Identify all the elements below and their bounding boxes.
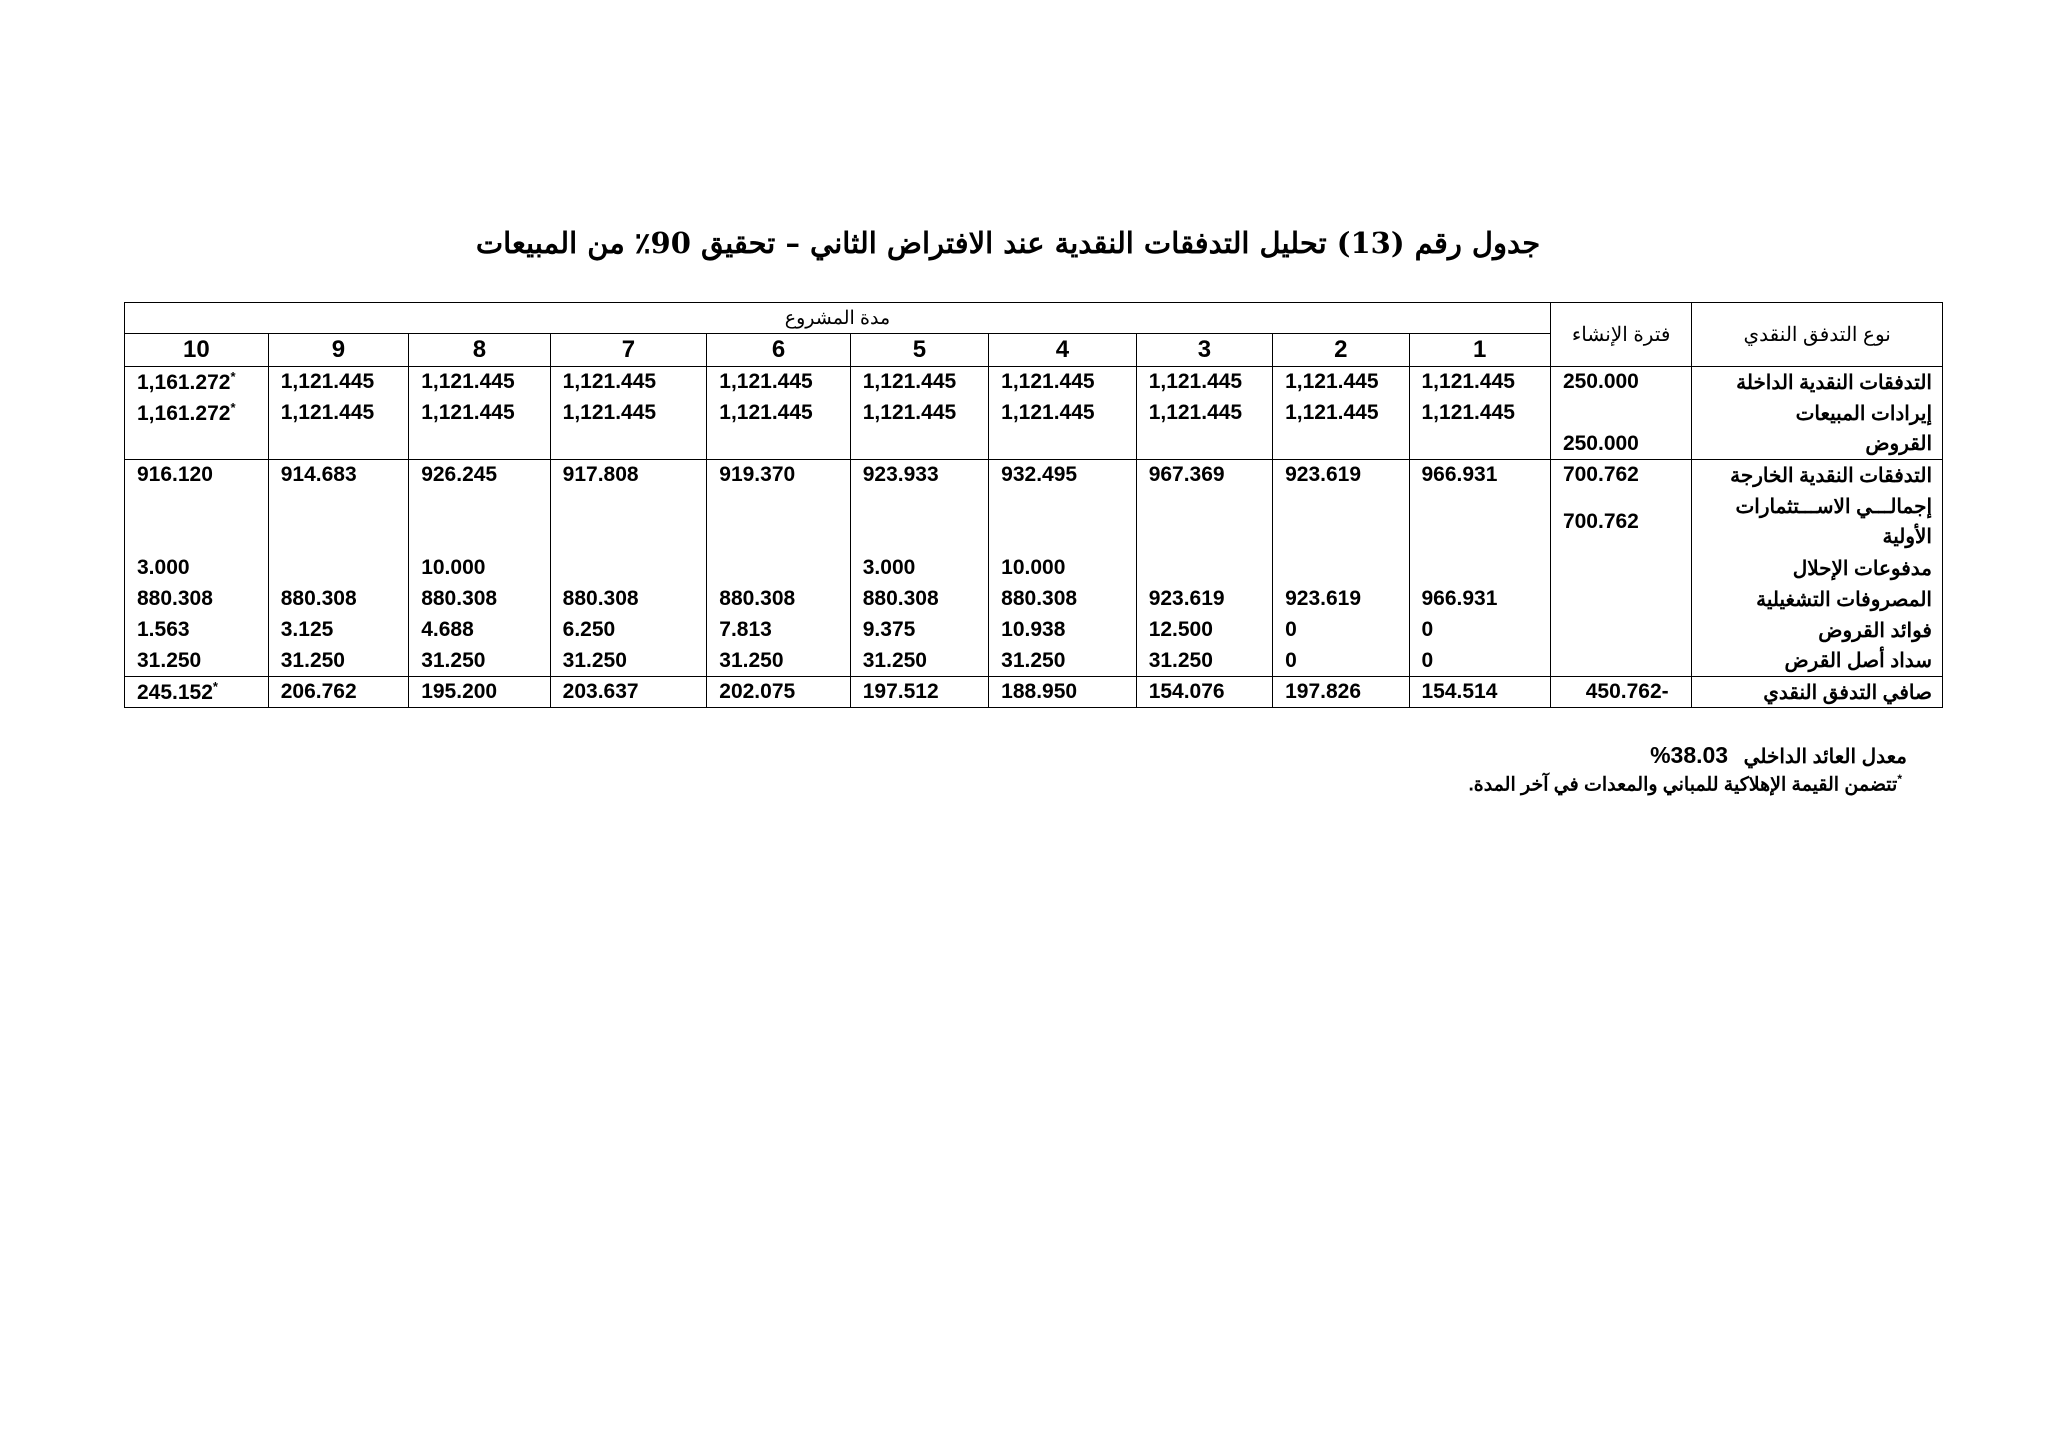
value-cell: 7.813	[707, 615, 850, 646]
header-year: 5	[850, 334, 988, 367]
construction-cell: 450.762-	[1550, 677, 1691, 708]
cash-flow-table	[124, 302, 1943, 708]
value-cell	[550, 491, 707, 553]
header-year: 2	[1273, 334, 1409, 367]
value-cell: 880.308	[409, 584, 550, 615]
table-row	[125, 677, 1943, 708]
value-cell: 10.938	[989, 615, 1137, 646]
value-cell	[1409, 491, 1550, 553]
value-cell: 10.000	[409, 553, 550, 584]
value-cell: 3.000	[137, 556, 190, 579]
irr-label: معدل العائد الداخلي	[1743, 746, 1907, 768]
value-cell: 880.308	[268, 584, 408, 615]
value-cell: 1,121.445	[409, 398, 550, 429]
value-text: 1,161.272	[137, 371, 231, 395]
row-label: إجمالـــي الاســـتثمارات الأولية	[1692, 491, 1943, 553]
irr-line	[1460, 742, 1907, 769]
value-cell: 206.762	[268, 677, 408, 708]
construction-cell	[1550, 553, 1691, 584]
header-year: 10	[125, 334, 269, 367]
value-cell: 880.308	[707, 584, 850, 615]
value-cell	[1136, 491, 1272, 553]
footnote-marker: *	[230, 400, 236, 415]
header-year: 3	[1136, 334, 1272, 367]
irr-value: 38.03%	[1650, 742, 1729, 768]
value-cell	[268, 553, 408, 584]
value-cell: 966.931	[1409, 584, 1550, 615]
table-title-text: جدول رقم (13) تحليل التدفقات النقدية عند الافتراض الثاني – تحقيق 90٪ من المبيعات	[475, 226, 1541, 260]
value-cell: 1,121.445	[989, 367, 1137, 398]
construction-cell: 700.762	[1550, 491, 1691, 553]
header-year: 7	[550, 334, 707, 367]
value-cell: 923.933	[850, 460, 988, 491]
value-cell: 1,121.445	[1273, 367, 1409, 398]
row-label: صافي التدفق النقدي	[1692, 677, 1943, 708]
value-cell: 188.950	[989, 677, 1137, 708]
value-cell: 0	[1273, 615, 1409, 646]
value-cell	[268, 491, 408, 553]
value-cell: 4.688	[409, 615, 550, 646]
footnote-marker: *	[230, 369, 236, 385]
value-cell: 932.495	[989, 460, 1137, 491]
footnote-marker: *	[212, 679, 218, 694]
value-cell: 12.500	[1136, 615, 1272, 646]
value-cell: 3.000	[850, 553, 988, 584]
row-label: إيرادات المبيعات	[1692, 398, 1943, 429]
table-row	[125, 491, 1943, 553]
footnote-text: تتضمن القيمة الإهلاكية للمباني والمعدات في آخر المدة.	[1468, 774, 1898, 796]
value-cell: 926.245	[409, 460, 550, 491]
construction-cell: 250.000	[1550, 429, 1691, 460]
value-text: 245.152	[137, 681, 213, 704]
value-cell: 0	[1409, 646, 1550, 677]
table-row	[125, 646, 1943, 677]
row-label: فوائد القروض	[1692, 615, 1943, 646]
value-cell: 919.370	[707, 460, 850, 491]
value-cell-starred	[125, 367, 269, 398]
table-row	[125, 584, 1943, 615]
value-cell: 1,121.445	[1409, 398, 1550, 429]
header-year: 6	[707, 334, 850, 367]
value-cell	[989, 491, 1137, 553]
value-cell	[125, 429, 269, 460]
value-cell: 880.308	[989, 584, 1137, 615]
value-cell: 1,121.445	[550, 398, 707, 429]
value-cell	[409, 491, 550, 553]
value-cell: 197.512	[850, 677, 988, 708]
value-cell: 1,121.445	[707, 398, 850, 429]
value-cell	[707, 491, 850, 553]
value-cell	[1273, 553, 1409, 584]
construction-cell	[1550, 646, 1691, 677]
value-cell: 1,121.445	[409, 367, 550, 398]
value-cell: 9.375	[850, 615, 988, 646]
value-cell: 914.683	[268, 460, 408, 491]
value-cell: 10.000	[989, 553, 1137, 584]
table-title	[0, 226, 2048, 260]
value-cell: 1,121.445	[1273, 398, 1409, 429]
value-cell: 154.076	[1136, 677, 1272, 708]
row-label: مدفوعات الإحلال	[1692, 553, 1943, 584]
row-label: القروض	[1692, 429, 1943, 460]
value-cell: 923.619	[1136, 584, 1272, 615]
table-row	[125, 553, 1943, 584]
construction-cell	[1550, 615, 1691, 646]
value-cell: 31.250	[268, 646, 408, 677]
value-cell	[125, 491, 269, 553]
value-cell	[989, 429, 1137, 460]
value-cell: 923.619	[1273, 460, 1409, 491]
row-label: سداد أصل القرض	[1692, 646, 1943, 677]
header-cash-flow-type: نوع التدفق النقدي	[1692, 303, 1943, 367]
value-cell: 1,121.445	[1409, 367, 1550, 398]
table-row	[125, 398, 1943, 429]
value-cell: 880.308	[550, 584, 707, 615]
value-cell	[1273, 429, 1409, 460]
value-cell: 1,121.445	[268, 398, 408, 429]
value-cell: 31.250	[409, 646, 550, 677]
footnote-marker: *	[1897, 772, 1902, 786]
header-year: 4	[989, 334, 1137, 367]
value-cell-starred	[125, 677, 269, 708]
value-cell: 31.250	[137, 648, 202, 672]
table-row	[125, 615, 1943, 646]
row-label: المصروفات التشغيلية	[1692, 584, 1943, 615]
value-cell-starred	[125, 398, 269, 429]
value-cell: 31.250	[550, 646, 707, 677]
value-cell: 880.308	[850, 584, 988, 615]
value-cell: 31.250	[707, 646, 850, 677]
value-cell: 1,121.445	[989, 398, 1137, 429]
value-cell: 1,121.445	[707, 367, 850, 398]
construction-cell	[1550, 398, 1691, 429]
value-cell	[1273, 491, 1409, 553]
value-cell: 31.250	[1136, 646, 1272, 677]
header-year: 1	[1409, 334, 1550, 367]
value-cell	[707, 429, 850, 460]
value-cell: 967.369	[1136, 460, 1272, 491]
value-cell	[850, 491, 988, 553]
value-cell	[409, 429, 550, 460]
value-cell	[1136, 429, 1272, 460]
header-year: 9	[268, 334, 408, 367]
table-row	[125, 429, 1943, 460]
value-cell	[707, 553, 850, 584]
value-cell: 1,121.445	[550, 367, 707, 398]
value-cell: 3.125	[268, 615, 408, 646]
value-cell	[1409, 429, 1550, 460]
table-row	[125, 367, 1943, 398]
value-cell: 1,121.445	[1136, 398, 1272, 429]
value-cell	[1136, 553, 1272, 584]
value-cell: 195.200	[409, 677, 550, 708]
construction-cell: 700.762	[1550, 460, 1691, 491]
value-cell: 0	[1409, 615, 1550, 646]
value-cell: 966.931	[1409, 460, 1550, 491]
header-construction-period: فترة الإنشاء	[1550, 303, 1691, 367]
value-cell: 0	[1273, 646, 1409, 677]
value-cell: 31.250	[850, 646, 988, 677]
value-cell: 1.563	[137, 618, 190, 641]
value-cell: 31.250	[989, 646, 1137, 677]
value-cell	[268, 429, 408, 460]
row-label: التدفقات النقدية الخارجة	[1692, 460, 1943, 491]
value-cell: 916.120	[125, 460, 269, 491]
construction-cell: 250.000	[1550, 367, 1691, 398]
table-row	[125, 460, 1943, 491]
value-cell	[550, 429, 707, 460]
value-cell: 203.637	[550, 677, 707, 708]
footnote	[1060, 772, 1902, 796]
value-cell: 917.808	[550, 460, 707, 491]
header-project-duration: مدة المشروع	[125, 303, 1551, 334]
value-cell: 923.619	[1273, 584, 1409, 615]
row-label: التدفقات النقدية الداخلة	[1692, 367, 1943, 398]
value-cell: 1,121.445	[1136, 367, 1272, 398]
value-cell: 880.308	[137, 587, 213, 610]
value-cell: 197.826	[1273, 677, 1409, 708]
header-year: 8	[409, 334, 550, 367]
value-cell: 154.514	[1409, 677, 1550, 708]
value-cell: 6.250	[550, 615, 707, 646]
value-text: 1,161.272	[137, 402, 231, 425]
value-cell	[1409, 553, 1550, 584]
value-cell	[850, 429, 988, 460]
value-cell: 1,121.445	[850, 398, 988, 429]
value-cell: 1,121.445	[850, 367, 988, 398]
construction-cell	[1550, 584, 1691, 615]
value-cell: 1,121.445	[268, 367, 408, 398]
value-cell	[550, 553, 707, 584]
value-cell: 202.075	[707, 677, 850, 708]
